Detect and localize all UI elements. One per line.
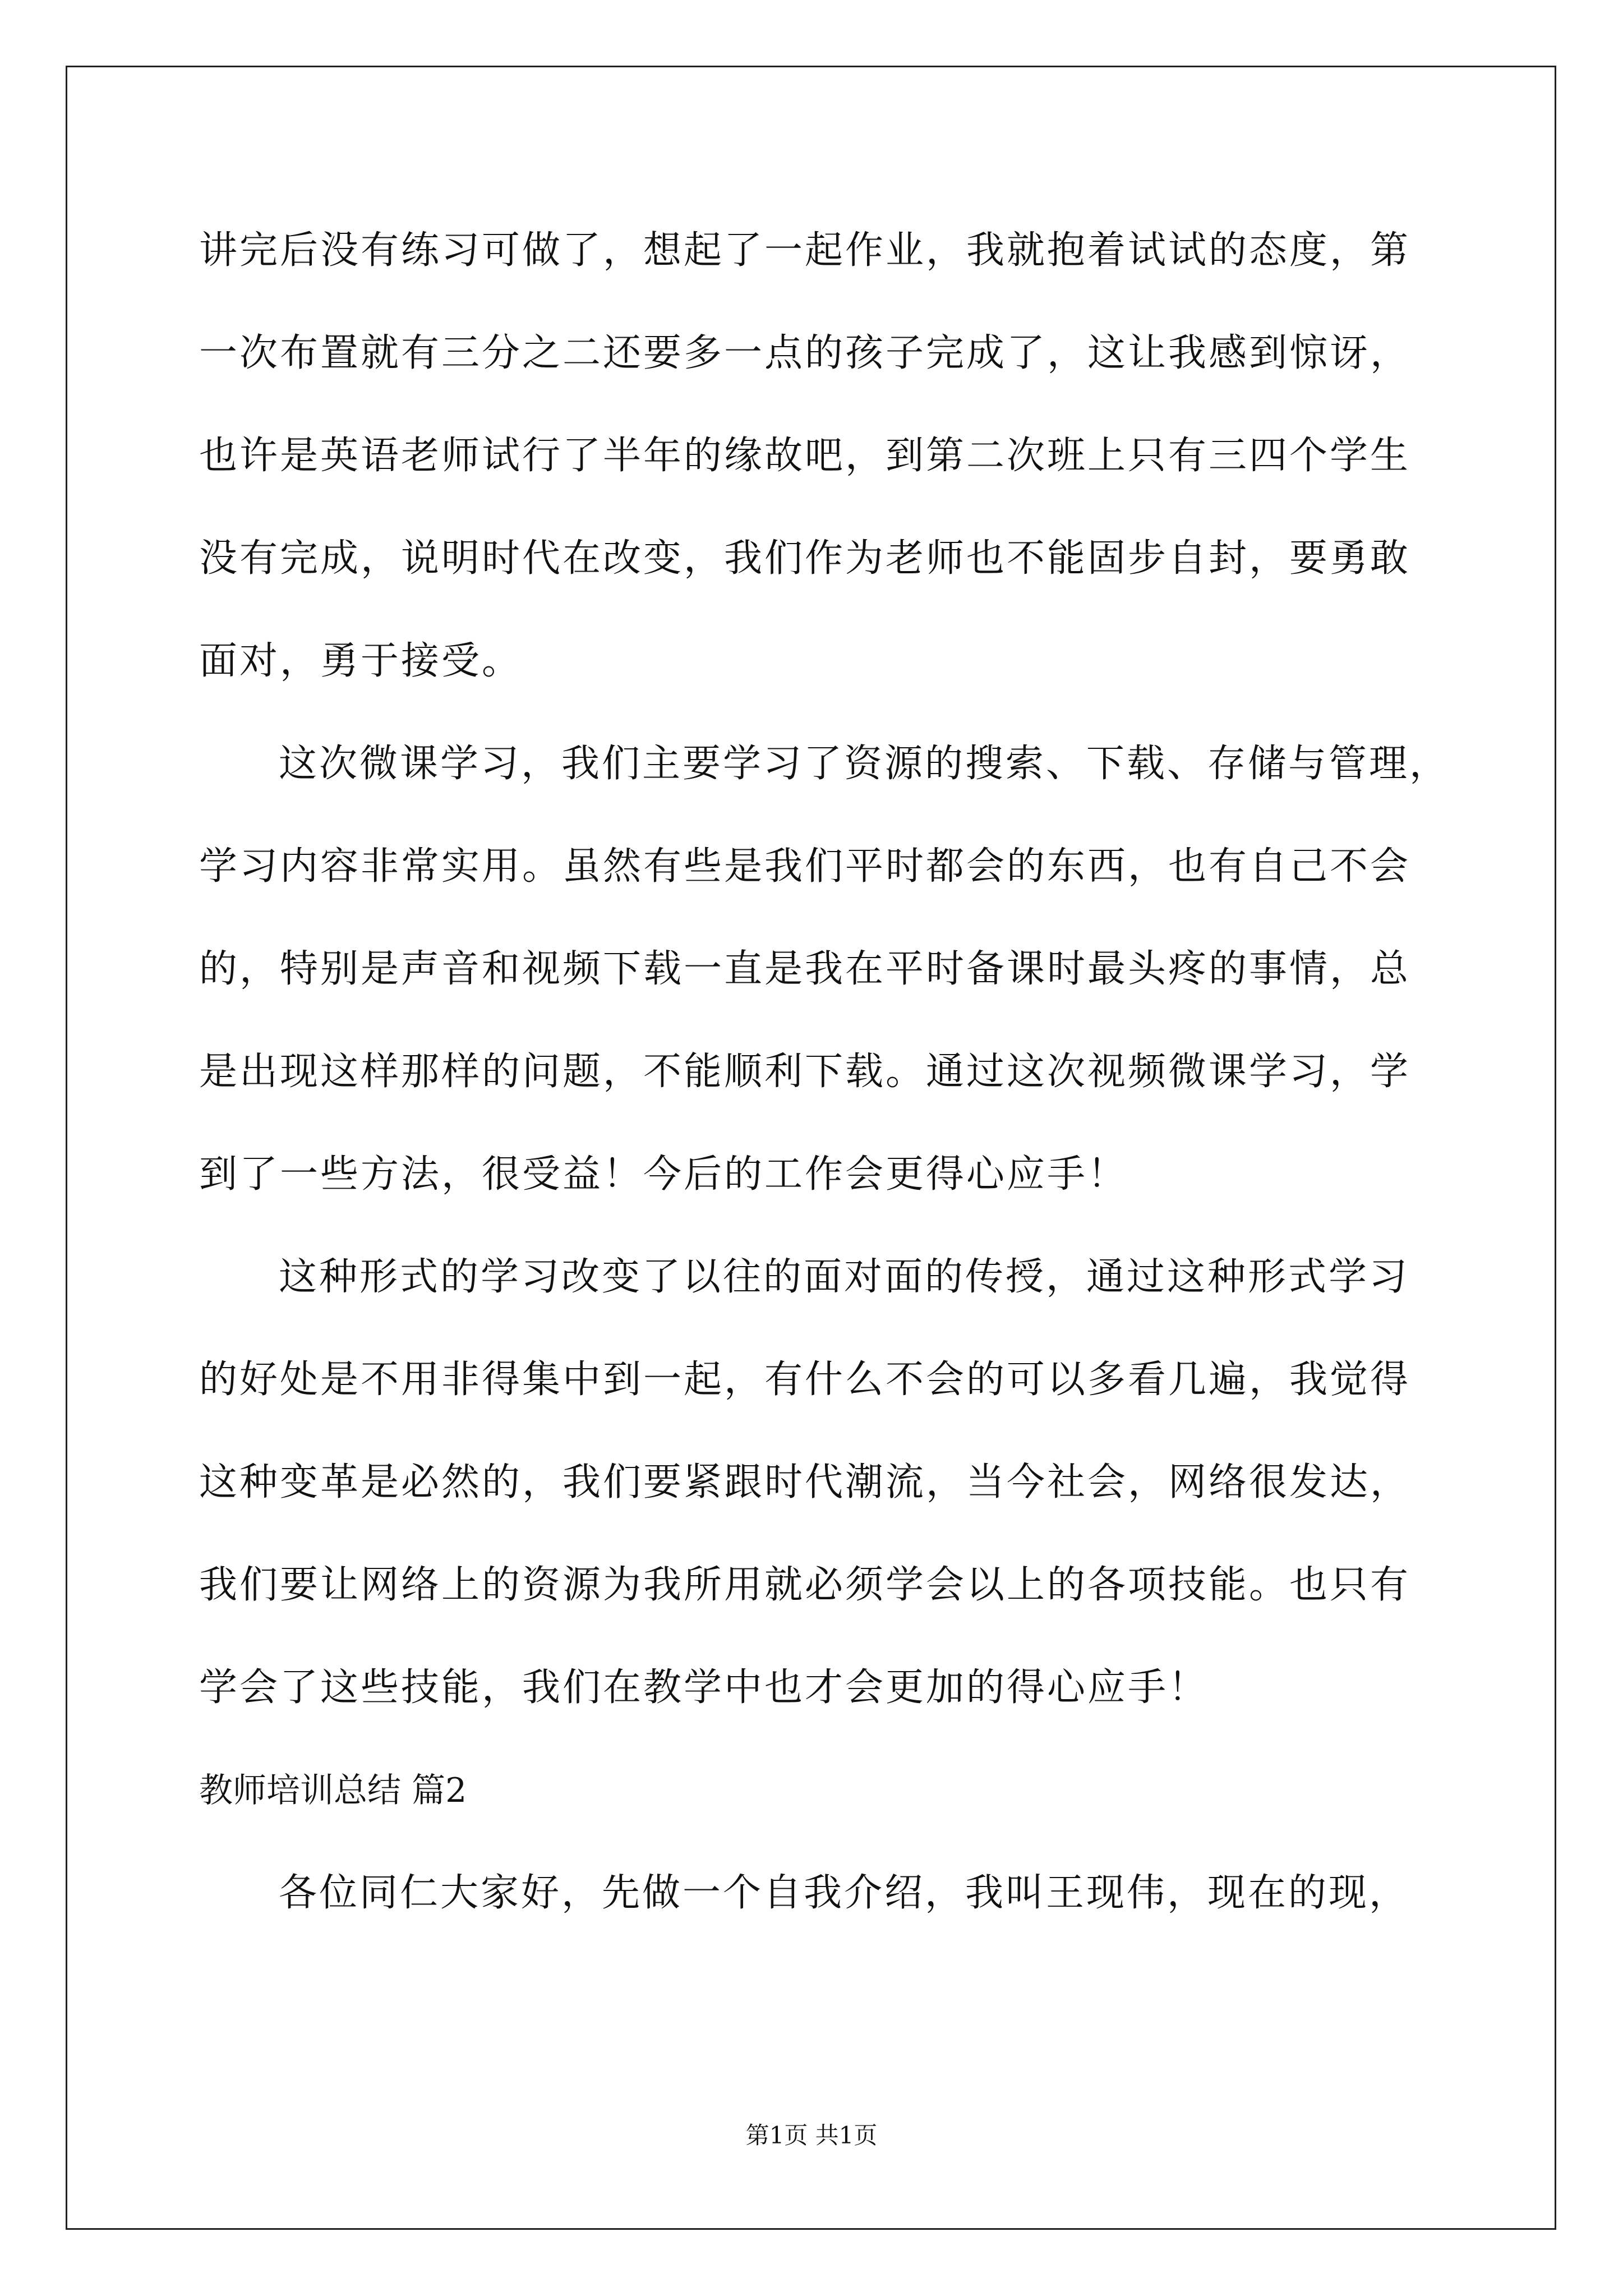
- paragraph-2-line-5: 到了一些方法，很受益！今后的工作会更得心应手！: [199, 1152, 1128, 1197]
- section-heading: 教师培训总结 篇2: [199, 1771, 467, 1810]
- paragraph-1-line-5: 面对，勇于接受。: [199, 639, 523, 683]
- paragraph-1-line-2: 一次布置就有三分之二还要多一点的孩子完成了，这让我感到惊讶，: [199, 331, 1411, 375]
- paragraph-3-line-3: 这种变革是必然的，我们要紧跟时代潮流，当今社会，网络很发达，: [199, 1460, 1411, 1504]
- paragraph-2-line-2: 学习内容非常实用。虽然有些是我们平时都会的东西，也有自己不会: [199, 844, 1411, 889]
- paragraph-3-line-1: 这种形式的学习改变了以往的面对面的传授，通过这种形式学习: [279, 1255, 1410, 1299]
- paragraph-2-line-3: 的，特别是声音和视频下载一直是我在平时备课时最头疼的事情，总: [199, 947, 1411, 991]
- paragraph-2-line-1: 这次微课学习，我们主要学习了资源的搜索、下载、存储与管理，: [279, 742, 1450, 786]
- paragraph-3-line-4: 我们要让网络上的资源为我所用就必须学会以上的各项技能。也只有: [199, 1563, 1411, 1607]
- page-footer: 第1页 共1页: [745, 2122, 878, 2149]
- paragraph-1-line-4: 没有完成，说明时代在改变，我们作为老师也不能固步自封，要勇敢: [199, 536, 1411, 581]
- paragraph-1-line-1: 讲完后没有练习可做了，想起了一起作业，我就抱着试试的态度，第: [199, 228, 1411, 273]
- paragraph-3-line-5: 学会了这些技能，我们在教学中也才会更加的得心应手！: [199, 1665, 1209, 1710]
- paragraph-2-line-4: 是出现这样那样的问题，不能顺利下载。通过这次视频微课学习，学: [199, 1050, 1411, 1094]
- paragraph-3-line-2: 的好处是不用非得集中到一起，有什么不会的可以多看几遍，我觉得: [199, 1358, 1411, 1402]
- paragraph-4-line-1: 各位同仁大家好，先做一个自我介绍，我叫王现伟，现在的现，: [279, 1871, 1410, 1915]
- paragraph-1-line-3: 也许是英语老师试行了半年的缘故吧，到第二次班上只有三四个学生: [199, 434, 1411, 478]
- document-body: [199, 220, 1450, 1965]
